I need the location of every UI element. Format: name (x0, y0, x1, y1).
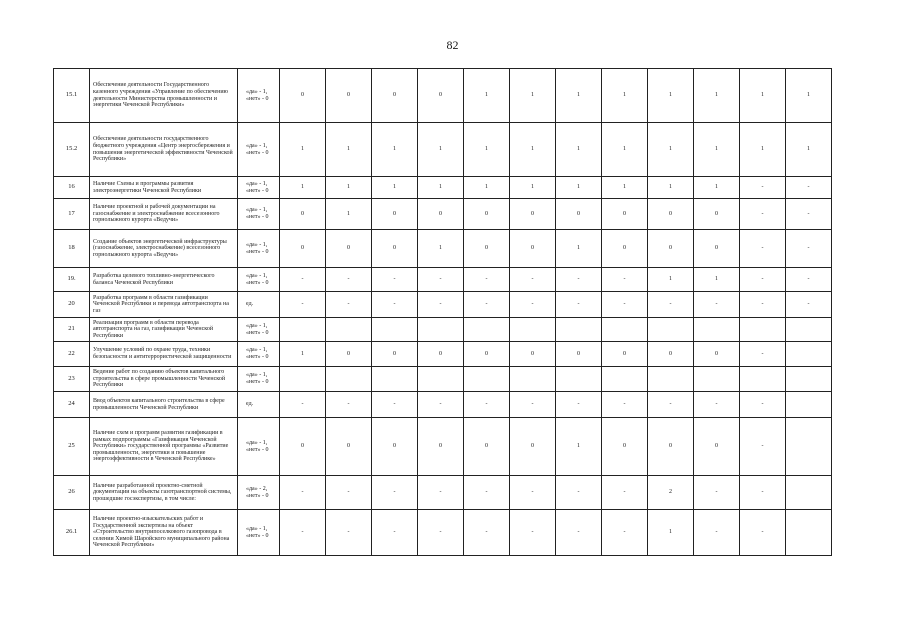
row-number: 16 (54, 177, 90, 199)
value-cell (602, 367, 648, 392)
value-cell (556, 318, 602, 342)
value-cell: - (464, 510, 510, 556)
indicator-description: Наличие проектно-изыскательских работ и Государственной экспертизы на объект «Строительство внутрипоселкового газопровода в селении Химой Шаройского муниципального района Чеченской Республики» (90, 510, 238, 556)
value-cell: - (740, 342, 786, 367)
value-cell: 1 (740, 123, 786, 177)
value-cell: 1 (418, 230, 464, 268)
value-cell: - (740, 230, 786, 268)
value-cell: - (556, 510, 602, 556)
value-cell: 1 (602, 69, 648, 123)
value-cell: - (280, 476, 326, 510)
value-cell: - (326, 510, 372, 556)
value-cell: 0 (648, 342, 694, 367)
value-cell: - (740, 392, 786, 418)
indicator-description: Наличие проектной и рабочей документации на газоснабжение и электроснабжение всесезонного горнолыжного курорта «Ведучи» (90, 199, 238, 230)
value-cell: - (372, 292, 418, 318)
value-cell: 0 (510, 199, 556, 230)
value-cell: - (786, 177, 832, 199)
value-cell (786, 367, 832, 392)
table-row (54, 476, 832, 510)
table-row (54, 367, 832, 392)
unit-cell: «да» - 1, «нет» - 0 (238, 123, 280, 177)
table-row (54, 418, 832, 476)
value-cell: 2 (648, 476, 694, 510)
row-number: 15.1 (54, 69, 90, 123)
indicator-description: Разработка целевого топливно-энергетического баланса Чеченской Республики (90, 268, 238, 292)
value-cell: 0 (280, 418, 326, 476)
unit-cell: «да» - 1, «нет» - 0 (238, 268, 280, 292)
value-cell: 0 (602, 199, 648, 230)
value-cell: - (740, 510, 786, 556)
value-cell: - (326, 476, 372, 510)
value-cell: 1 (694, 69, 740, 123)
value-cell (326, 367, 372, 392)
value-cell: 0 (464, 418, 510, 476)
value-cell: 1 (280, 177, 326, 199)
table-row (54, 199, 832, 230)
value-cell: 0 (510, 418, 556, 476)
table-row (54, 177, 832, 199)
value-cell (280, 367, 326, 392)
value-cell (510, 318, 556, 342)
value-cell: 0 (418, 418, 464, 476)
value-cell (786, 392, 832, 418)
value-cell: 0 (418, 69, 464, 123)
value-cell: 0 (464, 199, 510, 230)
value-cell: 0 (694, 230, 740, 268)
value-cell: 1 (694, 177, 740, 199)
unit-cell: «да» - 1, «нет» - 0 (238, 199, 280, 230)
value-cell: - (786, 230, 832, 268)
value-cell: - (326, 392, 372, 418)
value-cell (280, 318, 326, 342)
value-cell: 0 (464, 230, 510, 268)
value-cell: - (740, 268, 786, 292)
value-cell: 0 (556, 199, 602, 230)
unit-cell: «да» - 1, «нет» - 0 (238, 510, 280, 556)
table-row (54, 123, 832, 177)
value-cell (464, 367, 510, 392)
indicator-description: Реализация программ в области перевода автотранспорта на газ, газификации Чеченской Республики (90, 318, 238, 342)
value-cell (694, 318, 740, 342)
value-cell: - (326, 268, 372, 292)
table-row (54, 318, 832, 342)
indicator-description: Наличие схем и программ развития газификации в рамках подпрограммы «Газификация Чеченской Республики» государственной программы «Развитие промышленности, энергетики и повышение энергоэффективности в Чеченской Республике» (90, 418, 238, 476)
value-cell: 0 (510, 230, 556, 268)
value-cell: 0 (372, 230, 418, 268)
value-cell: - (602, 392, 648, 418)
value-cell: 0 (602, 342, 648, 367)
value-cell: 1 (740, 69, 786, 123)
value-cell: 1 (280, 342, 326, 367)
row-number: 26.1 (54, 510, 90, 556)
table-row (54, 392, 832, 418)
value-cell: 0 (602, 418, 648, 476)
row-number: 18 (54, 230, 90, 268)
value-cell: 0 (326, 69, 372, 123)
value-cell: - (326, 292, 372, 318)
value-cell: 1 (648, 177, 694, 199)
value-cell (786, 418, 832, 476)
value-cell: - (372, 476, 418, 510)
value-cell: - (740, 177, 786, 199)
value-cell: - (372, 268, 418, 292)
value-cell: 1 (418, 177, 464, 199)
indicator-description: Ведение работ по созданию объектов капитального строительства в сфере промышленности Чеченской Республики (90, 367, 238, 392)
unit-cell: «да» - 1, «нет» - 0 (238, 69, 280, 123)
unit-cell: «да» - 1, «нет» - 0 (238, 318, 280, 342)
value-cell: 1 (510, 69, 556, 123)
unit-cell: ед. (238, 292, 280, 318)
indicator-description: Создание объектов энергетической инфраструктуры (газоснабжение, электроснабжение) всесезонного горнолыжного курорта «Ведучи» (90, 230, 238, 268)
table-row (54, 69, 832, 123)
value-cell: - (280, 292, 326, 318)
value-cell: 1 (556, 123, 602, 177)
value-cell: - (510, 510, 556, 556)
value-cell: 1 (648, 510, 694, 556)
unit-cell: «да» - 1, «нет» - 0 (238, 418, 280, 476)
value-cell: 0 (326, 230, 372, 268)
value-cell: 0 (648, 199, 694, 230)
value-cell: - (556, 292, 602, 318)
value-cell: - (418, 292, 464, 318)
value-cell: 1 (648, 69, 694, 123)
value-cell (648, 318, 694, 342)
value-cell: 1 (786, 123, 832, 177)
value-cell: - (556, 268, 602, 292)
value-cell: - (602, 476, 648, 510)
indicator-description: Разработка программ в области газификации Чеченской Республики и перевода автотранспорта на газ (90, 292, 238, 318)
value-cell: 1 (786, 69, 832, 123)
value-cell: - (510, 392, 556, 418)
row-number: 19. (54, 268, 90, 292)
table-row (54, 342, 832, 367)
row-number: 25 (54, 418, 90, 476)
value-cell: 1 (648, 123, 694, 177)
value-cell: - (694, 292, 740, 318)
table-row (54, 292, 832, 318)
value-cell (418, 318, 464, 342)
value-cell: - (280, 392, 326, 418)
value-cell: 0 (556, 342, 602, 367)
value-cell: 0 (694, 342, 740, 367)
value-cell (740, 367, 786, 392)
value-cell: 1 (694, 123, 740, 177)
value-cell: 0 (280, 199, 326, 230)
value-cell: 1 (464, 177, 510, 199)
value-cell: - (464, 292, 510, 318)
value-cell: 0 (418, 199, 464, 230)
value-cell (694, 367, 740, 392)
value-cell: - (418, 392, 464, 418)
value-cell (740, 318, 786, 342)
value-cell: - (556, 392, 602, 418)
value-cell: - (602, 268, 648, 292)
value-cell (372, 367, 418, 392)
value-cell (648, 367, 694, 392)
value-cell: - (280, 268, 326, 292)
row-number: 24 (54, 392, 90, 418)
value-cell: - (740, 476, 786, 510)
value-cell: 1 (418, 123, 464, 177)
value-cell (464, 318, 510, 342)
value-cell: 1 (694, 268, 740, 292)
value-cell: 1 (602, 123, 648, 177)
indicator-description: Ввод объектов капитального строительства в сфере промышленности Чеченской Республики (90, 392, 238, 418)
row-number: 26 (54, 476, 90, 510)
value-cell: - (510, 268, 556, 292)
value-cell: - (372, 392, 418, 418)
value-cell (786, 476, 832, 510)
unit-cell: «да» - 2, «нет» - 0 (238, 476, 280, 510)
value-cell (326, 318, 372, 342)
value-cell: - (602, 292, 648, 318)
value-cell: - (786, 199, 832, 230)
value-cell: - (510, 476, 556, 510)
value-cell: - (694, 392, 740, 418)
value-cell: 0 (372, 418, 418, 476)
value-cell: 0 (418, 342, 464, 367)
value-cell: - (648, 392, 694, 418)
value-cell (372, 318, 418, 342)
value-cell: 0 (694, 418, 740, 476)
value-cell: 1 (556, 177, 602, 199)
value-cell: - (510, 292, 556, 318)
value-cell: - (372, 510, 418, 556)
value-cell: 0 (372, 342, 418, 367)
indicator-description: Улучшение условий по охране труда, техники безопасности и антитеррористической защищенности (90, 342, 238, 367)
value-cell: 1 (326, 199, 372, 230)
value-cell: 1 (464, 123, 510, 177)
value-cell: - (464, 476, 510, 510)
value-cell: 1 (464, 69, 510, 123)
value-cell: - (694, 476, 740, 510)
value-cell (602, 318, 648, 342)
row-number: 21 (54, 318, 90, 342)
table-row (54, 230, 832, 268)
value-cell: - (464, 392, 510, 418)
value-cell (786, 510, 832, 556)
value-cell: 0 (510, 342, 556, 367)
value-cell (556, 367, 602, 392)
value-cell: - (694, 510, 740, 556)
value-cell (510, 367, 556, 392)
value-cell: 0 (326, 418, 372, 476)
value-cell (786, 342, 832, 367)
value-cell: 0 (280, 230, 326, 268)
value-cell: - (602, 510, 648, 556)
table-row (54, 510, 832, 556)
value-cell: - (740, 292, 786, 318)
value-cell: 0 (602, 230, 648, 268)
unit-cell: ед. (238, 392, 280, 418)
table-row (54, 268, 832, 292)
unit-cell: «да» - 1, «нет» - 0 (238, 177, 280, 199)
value-cell: - (418, 268, 464, 292)
indicator-description: Наличие разработанной проектно-сметной документации на объекты газотранспортной системы, прошедшие госэкспертизы, в том числе: (90, 476, 238, 510)
value-cell: 0 (648, 418, 694, 476)
value-cell: 1 (280, 123, 326, 177)
unit-cell: «да» - 1, «нет» - 0 (238, 230, 280, 268)
value-cell (418, 367, 464, 392)
value-cell: 1 (326, 177, 372, 199)
row-number: 22 (54, 342, 90, 367)
row-number: 15.2 (54, 123, 90, 177)
value-cell: 1 (510, 123, 556, 177)
indicators-table (53, 68, 832, 556)
row-number: 17 (54, 199, 90, 230)
value-cell: 1 (556, 69, 602, 123)
value-cell: 0 (280, 69, 326, 123)
unit-cell: «да» - 1, «нет» - 0 (238, 367, 280, 392)
row-number: 20 (54, 292, 90, 318)
value-cell: 0 (694, 199, 740, 230)
value-cell: - (418, 476, 464, 510)
value-cell: - (740, 418, 786, 476)
value-cell: - (740, 199, 786, 230)
value-cell: 1 (602, 177, 648, 199)
value-cell: 0 (464, 342, 510, 367)
value-cell: 1 (372, 123, 418, 177)
value-cell: - (786, 268, 832, 292)
indicator-description: Обеспечение деятельности Государственного казенного учреждения «Управление по обеспечению деятельности Министерства промышленности и энергетики Чеченской Республики» (90, 69, 238, 123)
indicator-description: Наличие Схемы и программы развития электроэнергетики Чеченской Республики (90, 177, 238, 199)
value-cell: 1 (556, 418, 602, 476)
value-cell: - (418, 510, 464, 556)
value-cell: 1 (648, 268, 694, 292)
value-cell (786, 318, 832, 342)
value-cell: 0 (372, 199, 418, 230)
value-cell: 0 (372, 69, 418, 123)
row-number: 23 (54, 367, 90, 392)
value-cell: 0 (326, 342, 372, 367)
value-cell: 1 (372, 177, 418, 199)
indicator-description: Обеспечение деятельности государственного бюджетного учреждения «Центр энергосбережения и повышения энергетической эффективности Чеченской Республики» (90, 123, 238, 177)
value-cell: 0 (648, 230, 694, 268)
value-cell: 1 (556, 230, 602, 268)
value-cell: 1 (326, 123, 372, 177)
value-cell: - (648, 292, 694, 318)
page-number: 82 (446, 38, 459, 52)
unit-cell: «да» - 1, «нет» - 0 (238, 342, 280, 367)
value-cell: - (280, 510, 326, 556)
value-cell: - (556, 476, 602, 510)
value-cell: - (786, 292, 832, 318)
value-cell: 1 (510, 177, 556, 199)
value-cell: - (464, 268, 510, 292)
